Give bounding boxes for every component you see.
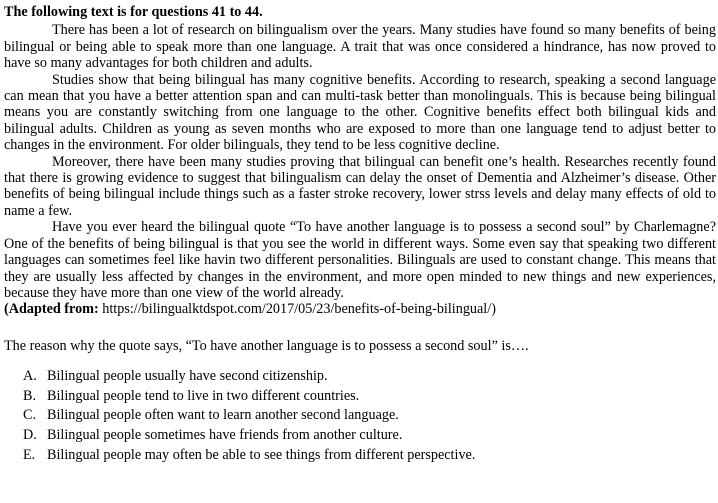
source-citation — [4, 301, 716, 317]
paragraph-1: There has been a lot of research on bilingualism over the years. Many studies have found so many benefits of being bilingual or being able to speak more than one language. A trait that was once considered a hindrance, has now proved to have so many advantages for both children and adults. — [4, 22, 716, 72]
option-letter: C. — [23, 407, 37, 424]
option-text: Bilingual people usually have second citizenship. — [47, 368, 328, 385]
option-letter: D. — [23, 426, 37, 443]
option-text: Bilingual people tend to live in two different countries. — [47, 387, 360, 404]
option-c[interactable] — [23, 407, 716, 423]
source-url: https://bilingualktdspot.com/2017/05/23/benefits-of-being-bilingual/) — [98, 301, 496, 318]
section-heading: The following text is for questions 41 to 44. — [4, 4, 263, 20]
paragraph-2: Studies show that being bilingual has many cognitive benefits. According to research, speaking a second language can mean that you have a better attention span and can multi-task better than monolinguals. This is because being bilingual means you are constantly switching from one language to the other. Cognitive benefits effect both bilingual kids and bilingual adults. Children as young as seven months who are exposed to more than one language tend to adjust better to changes in the environment. For older bilinguals, they tend to be less cognitive decline. — [4, 71, 716, 154]
option-letter: A. — [23, 368, 37, 385]
option-d[interactable] — [23, 427, 716, 443]
source-label: (Adapted from: — [4, 301, 99, 318]
option-b[interactable] — [23, 388, 716, 404]
option-letter: B. — [23, 387, 37, 404]
option-text: Bilingual people sometimes have friends from another culture. — [47, 426, 403, 443]
paragraph-3: Moreover, there have been many studies proving that bilingual can benefit one’s health. Researches recently found that there is growing evidence to suggest that bilingualism can delay the onset of Dementia and Alzheimer’s disease. Other benefits of being bilingual include things such as a faster stroke recovery, lower strss levels and delay many effects of old to name a few. — [4, 153, 716, 219]
question-text: The reason why the quote says, “To have another language is to possess a second soul” is…. — [4, 337, 529, 354]
paragraph-4: Have you ever heard the bilingual quote “To have another language is to possess a second soul” by Charlemagne? One of the benefits of being bilingual is that you see the world in different ways. Some even say that speaking two different languages can sometimes feel like havin two different personalities. Bilinguals are used to constant change. This means that they are usually less affected by changes in the environment, and more open minded to new things and new experiences, because they have more than one view of the world already. — [4, 219, 716, 301]
answer-options — [4, 368, 716, 463]
option-e[interactable] — [23, 447, 716, 463]
option-a[interactable] — [23, 368, 716, 384]
option-letter: E. — [23, 446, 36, 463]
option-text: Bilingual people may often be able to see things from different perspective. — [47, 446, 476, 463]
option-text: Bilingual people often want to learn another second language. — [47, 407, 399, 424]
